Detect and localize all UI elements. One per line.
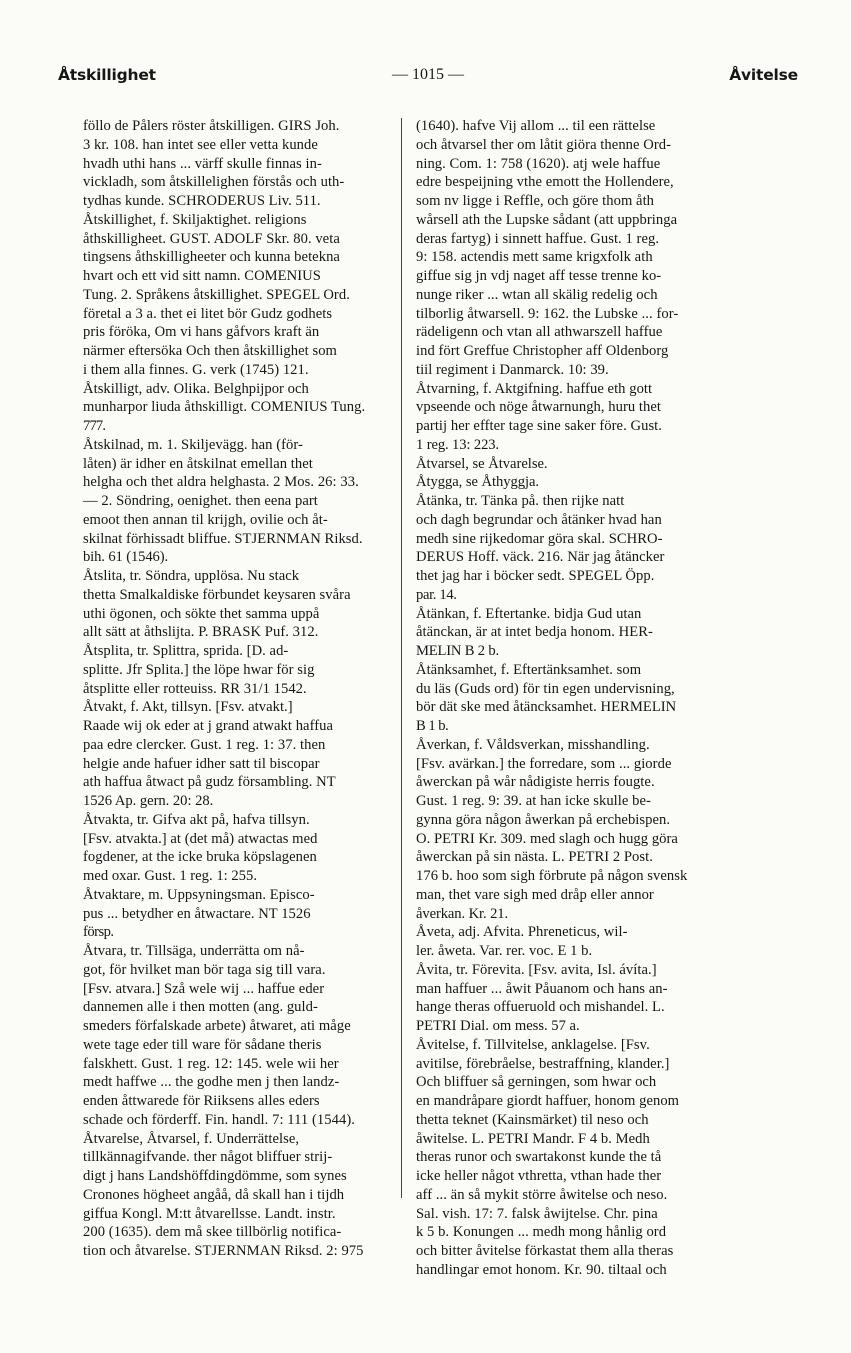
left-column-line: 1526 Ap. gern. 20: 28.	[83, 793, 214, 809]
left-column-line: smeders förfalskade arbete) åtwaret, ati måge	[83, 1018, 351, 1034]
right-column-line: Åtänka, tr. Tänka på. then rijke natt	[416, 493, 625, 509]
right-column-line: och dagh begrundar och åtänker hvad han	[416, 511, 662, 528]
right-column-line: och åtvarsel ther om låtit giöra thenne Ord-	[416, 136, 672, 153]
left-column-line: Åtvakt, f. Akt, tillsyn. [Fsv. atvakt.]	[83, 699, 293, 716]
left-column-line: giffua Kongl. M:tt åtvarellsse. Landt. instr.	[83, 1205, 336, 1222]
right-column-line: [Fsv. avärkan.] the forredare, som ... giorde	[416, 755, 672, 772]
left-column-line: thetta Smalkaldiske förbundet keysaren svåra	[83, 586, 351, 603]
right-column-line: hange theras offueruold och mishandel. L.	[416, 999, 665, 1016]
left-column-line: närmer eftersöka Och then åtskillighet som	[83, 343, 337, 359]
right-column-line: avitilse, förebråelse, bestraffning, klander.]	[416, 1055, 670, 1072]
right-column-line: giffue sig jn vdj naget aff tesse trenne ko-	[416, 268, 662, 284]
left-column-line: Åtvaktare, m. Uppsyningsman. Episco-	[83, 886, 315, 903]
left-column-line: tydhas kunde. SCHRODERUS Liv. 511.	[83, 193, 321, 209]
right-column-line: åverkan. Kr. 21.	[416, 905, 509, 922]
left-column-line: digt j hans Landshöffdingdömme, som synes	[83, 1168, 347, 1184]
left-column-line: Åtskilnad, m. 1. Skiljevägg. han (för-	[83, 436, 303, 453]
right-column-line: vpseende och nöge åtwarnungh, huru thet	[416, 399, 662, 416]
left-column-line: Åtvakta, tr. Gifva akt på, hafva tillsyn.	[83, 811, 310, 828]
left-column	[83, 117, 413, 1261]
left-column-line: tillkännagifvande. ther något bliffuer strij-	[83, 1149, 333, 1166]
left-column-line: paa edre clercker. Gust. 1 reg. 1: 37. then	[83, 736, 326, 753]
right-column-line: åwitelse. L. PETRI Mandr. F 4 b. Medh	[416, 1130, 650, 1147]
left-column-line: fogdener, at the icke bruka köpslagenen	[83, 849, 317, 866]
right-column-line: åwerckan på sin nästa. L. PETRI 2 Post.	[416, 849, 653, 866]
right-column-line: och bitter åvitelse förkastat them alla theras	[416, 1243, 674, 1259]
right-column-line: nunge riker ... wtan all skälig redelig och	[416, 286, 658, 303]
left-column-line: splitte. Jfr Splita.] the löpe hwar för sig	[83, 661, 315, 678]
right-column-line: MELIN B 2 b.	[416, 643, 499, 659]
right-column-line: tiil regiment i Danmarck. 10: 39.	[416, 361, 609, 378]
left-column-line: munharpor liuda åthskilligt. COMENIUS Tung.	[83, 399, 366, 416]
left-column-line: schade och förderff. Fin. handl. 7: 111 (1544).	[83, 1111, 356, 1128]
left-column-line: vickladh, som åtskillelighen förstås och uth-	[83, 174, 345, 191]
left-column-line: försp.	[83, 924, 114, 941]
right-column	[416, 117, 746, 1280]
right-column-line: k 5 b. Konungen ... medh mong hånlig ord	[416, 1224, 667, 1241]
right-column-line: wårsell ath the Lupske sådant (att uppbringa	[416, 211, 678, 228]
left-column-line: Åtslita, tr. Söndra, upplösa. Nu stack	[83, 568, 300, 584]
page-header	[58, 66, 798, 88]
left-column-line: Cronones högheet angåå, då skall han i tijdh	[83, 1186, 345, 1203]
left-column-line: emoot then annan til krijgh, ovilie och åt-	[83, 511, 328, 528]
right-column-line: handlingar emot honom. Kr. 90. tiltaal och	[416, 1261, 667, 1278]
right-column-line: edre bespeijning vthe emott the Hollendere,	[416, 174, 674, 191]
page-number: — 1015 —	[392, 66, 464, 83]
left-column-line: — 2. Söndring, oenighet. then eena part	[83, 493, 318, 509]
right-column-line: par. 14.	[416, 586, 457, 603]
right-column-line: man haffuer ... åwit Påuanom och hans an-	[416, 980, 668, 997]
right-column-line: Åtänkan, f. Eftertanke. bidja Gud utan	[416, 605, 642, 622]
left-column-line: medt haffwe ... the godhe men j then landz-	[83, 1074, 340, 1091]
right-column-line: thetta teknet (Kainsmärket) til neso och	[416, 1111, 649, 1128]
right-column-line: partij her effter tage sine saker före. Gust.	[416, 418, 663, 434]
right-column-line: gynna göra någon åwerkan på erchebispen.	[416, 811, 671, 828]
running-head-left: Åtskillighet	[58, 66, 156, 84]
left-column-line: i them alla finnes. G. verk (1745) 121.	[83, 361, 309, 378]
right-column-line: Sal. vish. 17: 7. falsk åwijtelse. Chr. pina	[416, 1205, 658, 1222]
right-column-line: 9: 158. actendis mett same krigxfolk ath	[416, 249, 653, 266]
left-column-line: hvart och ett vid sitt namn. COMENIUS	[83, 268, 321, 284]
left-column-line: Raade wij ok eder at j grand atwakt haffua	[83, 718, 334, 734]
left-column-line: 3 kr. 108. han intet see eller vetta kunde	[83, 136, 318, 153]
left-column-line: tion och åtvarelse. STJERNMAN Riksd. 2: 975	[83, 1243, 364, 1259]
right-column-line: Åtvarsel, se Åtvarelse.	[416, 455, 548, 472]
right-column-line: (1640). hafve Vij allom ... til een rättelse	[416, 118, 656, 134]
left-column-line: Åtsplita, tr. Splittra, sprida. [D. ad-	[83, 643, 289, 659]
left-column-line: allt sätt at åthslijta. P. BRASK Puf. 312.	[83, 624, 319, 641]
right-column-line: som nv ligge i Reffle, och göre thom åth	[416, 193, 655, 209]
right-column-line: tilborlig åtwarsell. 9: 162. the Lubske ... for-	[416, 305, 679, 322]
right-column-line: Åvita, tr. Förevita. [Fsv. avita, Isl. ávíta.]	[416, 961, 657, 978]
left-column-line: låten) är idher en åtskilnat emellan thet	[83, 455, 313, 472]
left-column-line: Åtvarelse, Åtvarsel, f. Underrättelse,	[83, 1130, 300, 1147]
right-column-line: aff ... än så mykit större åwitelse och neso.	[416, 1186, 668, 1203]
right-column-line: åwerckan på wår nådigiste herris fougte.	[416, 774, 655, 791]
right-column-line: rädeligenn och vtan all athwarszell haffue	[416, 324, 663, 341]
left-column-line: uthi ögonen, och sökte thet samma uppå	[83, 605, 320, 622]
right-column-line: ind fört Greffue Christopher aff Oldenborg	[416, 343, 669, 359]
left-column-line: got, för hvilket man bör taga sig till vara.	[83, 961, 326, 978]
left-column-line: med oxar. Gust. 1 reg. 1: 255.	[83, 868, 257, 884]
left-column-line: tingsens åthskilligheeter och kunna betekna	[83, 249, 340, 266]
left-column-line: pris föröka, Om vi hans gåfvors kraft än	[83, 324, 320, 341]
right-column-line: 1 reg. 13: 223.	[416, 436, 499, 453]
left-column-line: 777.	[83, 418, 106, 434]
left-column-line: Åtskilligt, adv. Olika. Belghpijpor och	[83, 380, 309, 397]
right-column-line: Och bliffuer så gerningen, som hwar och	[416, 1074, 657, 1091]
left-column-line: Tung. 2. Språkens åtskillighet. SPEGEL Ord.	[83, 286, 350, 303]
column-divider	[401, 118, 402, 1198]
right-column-line: Åtänksamhet, f. Eftertänksamhet. som	[416, 661, 642, 678]
right-column-line: DERUS Hoff. väck. 216. När jag åtäncker	[416, 549, 665, 566]
left-column-line: Åtskillighet, f. Skiljaktighet. religions	[83, 211, 307, 228]
right-column-line: ler. åweta. Var. rer. voc. E 1 b.	[416, 943, 593, 959]
left-column-line: 200 (1635). dem må skee tillbörlig notifica-	[83, 1224, 342, 1241]
right-column-line: Gust. 1 reg. 9: 39. at han icke skulle be-	[416, 793, 651, 809]
running-head-right: Åvitelse	[729, 66, 798, 84]
right-column-line: en mandråpare giordt haffuer, honom genom	[416, 1093, 680, 1109]
right-column-line: bör dät ske med åtäncksamhet. HERMELIN	[416, 699, 677, 716]
right-column-line: Åveta, adj. Afvita. Phreneticus, wil-	[416, 924, 628, 941]
right-column-line: theras runor och swartakonst kunde the tå	[416, 1149, 662, 1166]
right-column-line: ning. Com. 1: 758 (1620). atj wele haffue	[416, 155, 661, 172]
left-column-line: pus ... betydher en åtwactare. NT 1526	[83, 905, 311, 922]
left-column-line: [Fsv. atvara.] Szå wele wij ... haffue eder	[83, 980, 325, 997]
right-column-line: åtänckan, är at intet bedja honom. HER-	[416, 624, 653, 641]
left-column-line: dannemen alle i then motten (ang. guld-	[83, 999, 318, 1016]
right-column-line: man, thet vare sigh med dråp eller annor	[416, 886, 654, 903]
left-column-line: föllo de Pålers röster åtskilligen. GIRS Joh.	[83, 118, 340, 134]
left-column-line: enden åttwarede för Riiksens alles eders	[83, 1093, 320, 1109]
right-column-line: Åvitelse, f. Tillvitelse, anklagelse. [Fsv.	[416, 1036, 650, 1053]
right-column-line: O. PETRI Kr. 309. med slagh och hugg göra	[416, 830, 678, 847]
right-column-line: deras fartyg) i sinnett haffue. Gust. 1 reg.	[416, 230, 660, 247]
left-column-line: bih. 61 (1546).	[83, 549, 168, 566]
left-column-line: Åtvara, tr. Tillsäga, underrätta om nå-	[83, 943, 305, 959]
right-column-line: Åtvarning, f. Aktgifning. haffue eth gott	[416, 380, 653, 397]
right-column-line: Åverkan, f. Våldsverkan, misshandling.	[416, 736, 650, 753]
left-column-line: åthskilligheet. GUST. ADOLF Skr. 80. veta	[83, 230, 340, 247]
left-column-line: helgie ande hafuer idher satt til biscopar	[83, 755, 320, 772]
left-column-line: [Fsv. atvakta.] at (det må) atwactas med	[83, 830, 318, 847]
left-column-line: ath haffua åtwact på gudz försambling. NT	[83, 774, 336, 791]
right-column-line: thet jag har i böcker sedt. SPEGEL Öpp.	[416, 568, 655, 584]
right-column-line: du läs (Guds ord) för tin egen undervisning,	[416, 680, 675, 697]
right-column-line: B 1 b.	[416, 718, 449, 734]
left-column-line: wete tage eder till ware för sådane theris	[83, 1036, 322, 1053]
left-column-line: falskhett. Gust. 1 reg. 12: 145. wele wii her	[83, 1055, 339, 1072]
left-column-line: skilnat förhissadt bliffue. STJERNMAN Riksd.	[83, 530, 363, 547]
left-column-line: helgha och thet aldra helghasta. 2 Mos. 26: 33.	[83, 474, 359, 491]
left-column-line: åtsplitte eller rotteuiss. RR 31/1 1542.	[83, 680, 307, 697]
left-column-line: hvadh uthi hans ... värff skulle finnas in-	[83, 155, 322, 172]
right-column-line: 176 b. hoo som sigh förbrute på någon svensk	[416, 868, 688, 884]
left-column-line: företal a 3 a. thet ei litet bör Gudz godhets	[83, 305, 333, 322]
right-column-line: icke heller något vthretta, vthan hade ther	[416, 1168, 662, 1184]
right-column-line: PETRI Dial. om mess. 57 a.	[416, 1018, 580, 1034]
right-column-line: medh sine rijkedomar göra skal. SCHRO-	[416, 530, 663, 547]
right-column-line: Åtygga, se Åthyggja.	[416, 474, 540, 491]
